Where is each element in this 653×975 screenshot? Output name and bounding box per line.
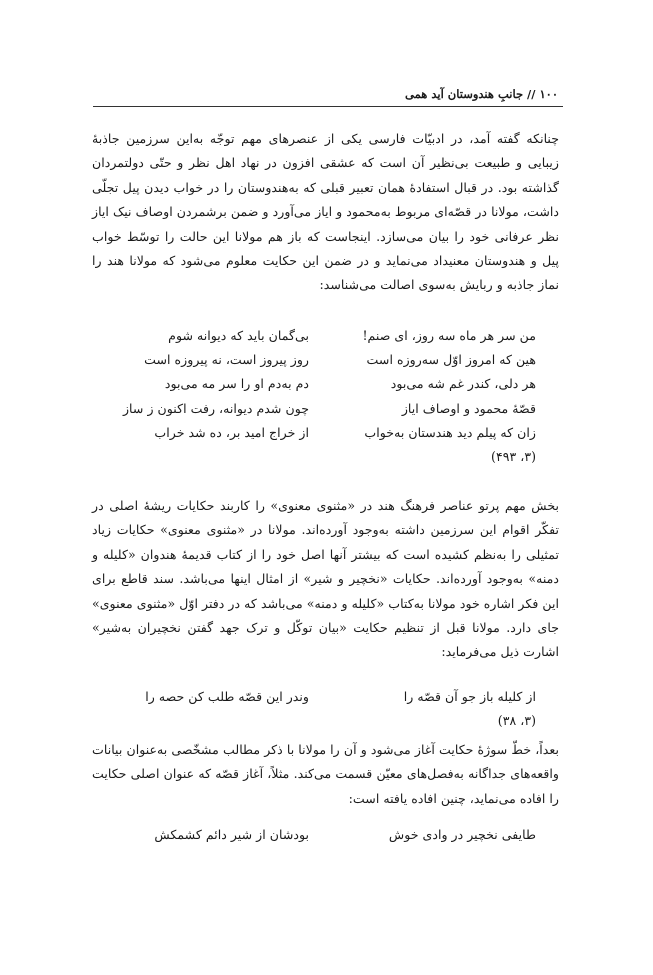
hemistich: قصّهٔ محمود و اوصاف ایاز bbox=[401, 400, 536, 416]
header-rule bbox=[93, 106, 563, 107]
hemistich: زان که پیلم دید هندستان به‌خواب bbox=[364, 424, 536, 440]
running-header: ۱۰۰ // جانبِ هندوستان آید همی bbox=[405, 87, 558, 101]
hemistich: بودشان از شیر دائم کشمکش bbox=[154, 827, 309, 842]
hemistich: دم به‌دم او را سر مه می‌بود bbox=[164, 376, 309, 392]
verse-citation: (۳، ۴۹۳) bbox=[491, 448, 536, 464]
hemistich: روز پیروز است، نه پیروزه است bbox=[144, 352, 309, 368]
poem-block-1 bbox=[106, 324, 536, 469]
couplet bbox=[106, 397, 536, 421]
couplet bbox=[106, 823, 536, 847]
verse-citation: (۳، ۳۸) bbox=[497, 713, 536, 729]
hemistich: بی‌گمان باید که دیوانه شوم bbox=[168, 328, 309, 343]
couplet bbox=[106, 348, 536, 372]
paragraph-2: بخش مهم پرتو عناصر فرهنگ هند در «مثنوی معنوی» را کاربند حکایات ریشهٔ اصلی در تفکّر اقوام این سرزمین داشته به‌وجود آورده‌اند. مولانا در «مثنوی معنوی» حکایات زیاد تمثیلی را به‌نظم کشیده است که بیشتر آنها اصل خود را از کتاب قدیمهٔ هندوان «کلیله و دمنه» به‌وجود آورده‌اند. حکایات «نخچیر و شیر» از امثال اینها می‌باشد. سند قاطع برای این فکر اشاره خود مولانا به‌کتاب «کلیله و دمنه» می‌باشد که در دفتر اوّل «مثنوی معنوی» جای دارد. مولانا قبل از تنظیم حکایت «بیان توکّل و ترک جهد گفتن نخچیران به‌شیر» اشارت ذیل می‌فرماید: bbox=[92, 498, 559, 660]
hemistich: هین که امروز اوّل سه‌روزه است bbox=[366, 352, 536, 368]
paragraph-1: چنانکه گفته آمد، در ادبیّات فارسی یکی از عنصرهای مهم توجّه به‌این سرزمین جاذبهٔ زیبایی و طبیعت بی‌نظیر آن است که عشقی افزون در نهاد اهل نظر و حتّی دولتمردان گذاشته بود. در قبال استفادهٔ همان تعبیر قبلی که به‌هندوستان را در خواب دیدن پیل تجلّی داشت، مولانا در قصّه‌ای مربوط به‌محمود و ایاز می‌آورد و ضمن برشمردن اوصاف نیک ایاز نظر عرفانی خود را بیان می‌سازد. اینجاست که باز هم مولانا این حالت را توسّط خواب پیل و هندوستان معنیداد می‌نماید و در ضمن این حکایت معلوم می‌شود که مولانا هند را نماز جاذبه و ربایش به‌سوی اصالت می‌شناسد: bbox=[92, 131, 559, 293]
hemistich: چون شدم دیوانه، رفت اکنون ز ساز bbox=[122, 400, 309, 416]
hemistich: از خراج امید بر، ده شد خراب bbox=[154, 424, 309, 440]
poem-block-2 bbox=[106, 685, 536, 733]
couplet bbox=[106, 421, 536, 445]
paragraph-3: بعداً، خطّ سوژهٔ حکایت آغاز می‌شود و آن را مولانا با ذکر مطالب مشخّصی به‌عنوان بیانات واقعه‌های جداگانه به‌فصل‌های معیّن قسمت می‌کند. مثلاً، آغاز قصّه که عنوان اصلی حکایت را افاده می‌نماید، چنین افاده یافته است: bbox=[92, 742, 559, 806]
couplet bbox=[106, 324, 536, 348]
hemistich: وندر این قصّه طلب کن حصه را bbox=[145, 689, 309, 704]
poem-block-3 bbox=[106, 823, 536, 847]
hemistich: طایفی نخچیر در وادی خوش bbox=[388, 827, 536, 842]
hemistich: من سر هر ماه سه روز، ای صنم! bbox=[362, 328, 536, 343]
couplet bbox=[106, 372, 536, 396]
hemistich: هر دلی، کندر غم شه می‌بود bbox=[390, 376, 536, 392]
hemistich: از کلیله باز جو آن قصّه را bbox=[403, 689, 536, 704]
couplet bbox=[106, 685, 536, 709]
